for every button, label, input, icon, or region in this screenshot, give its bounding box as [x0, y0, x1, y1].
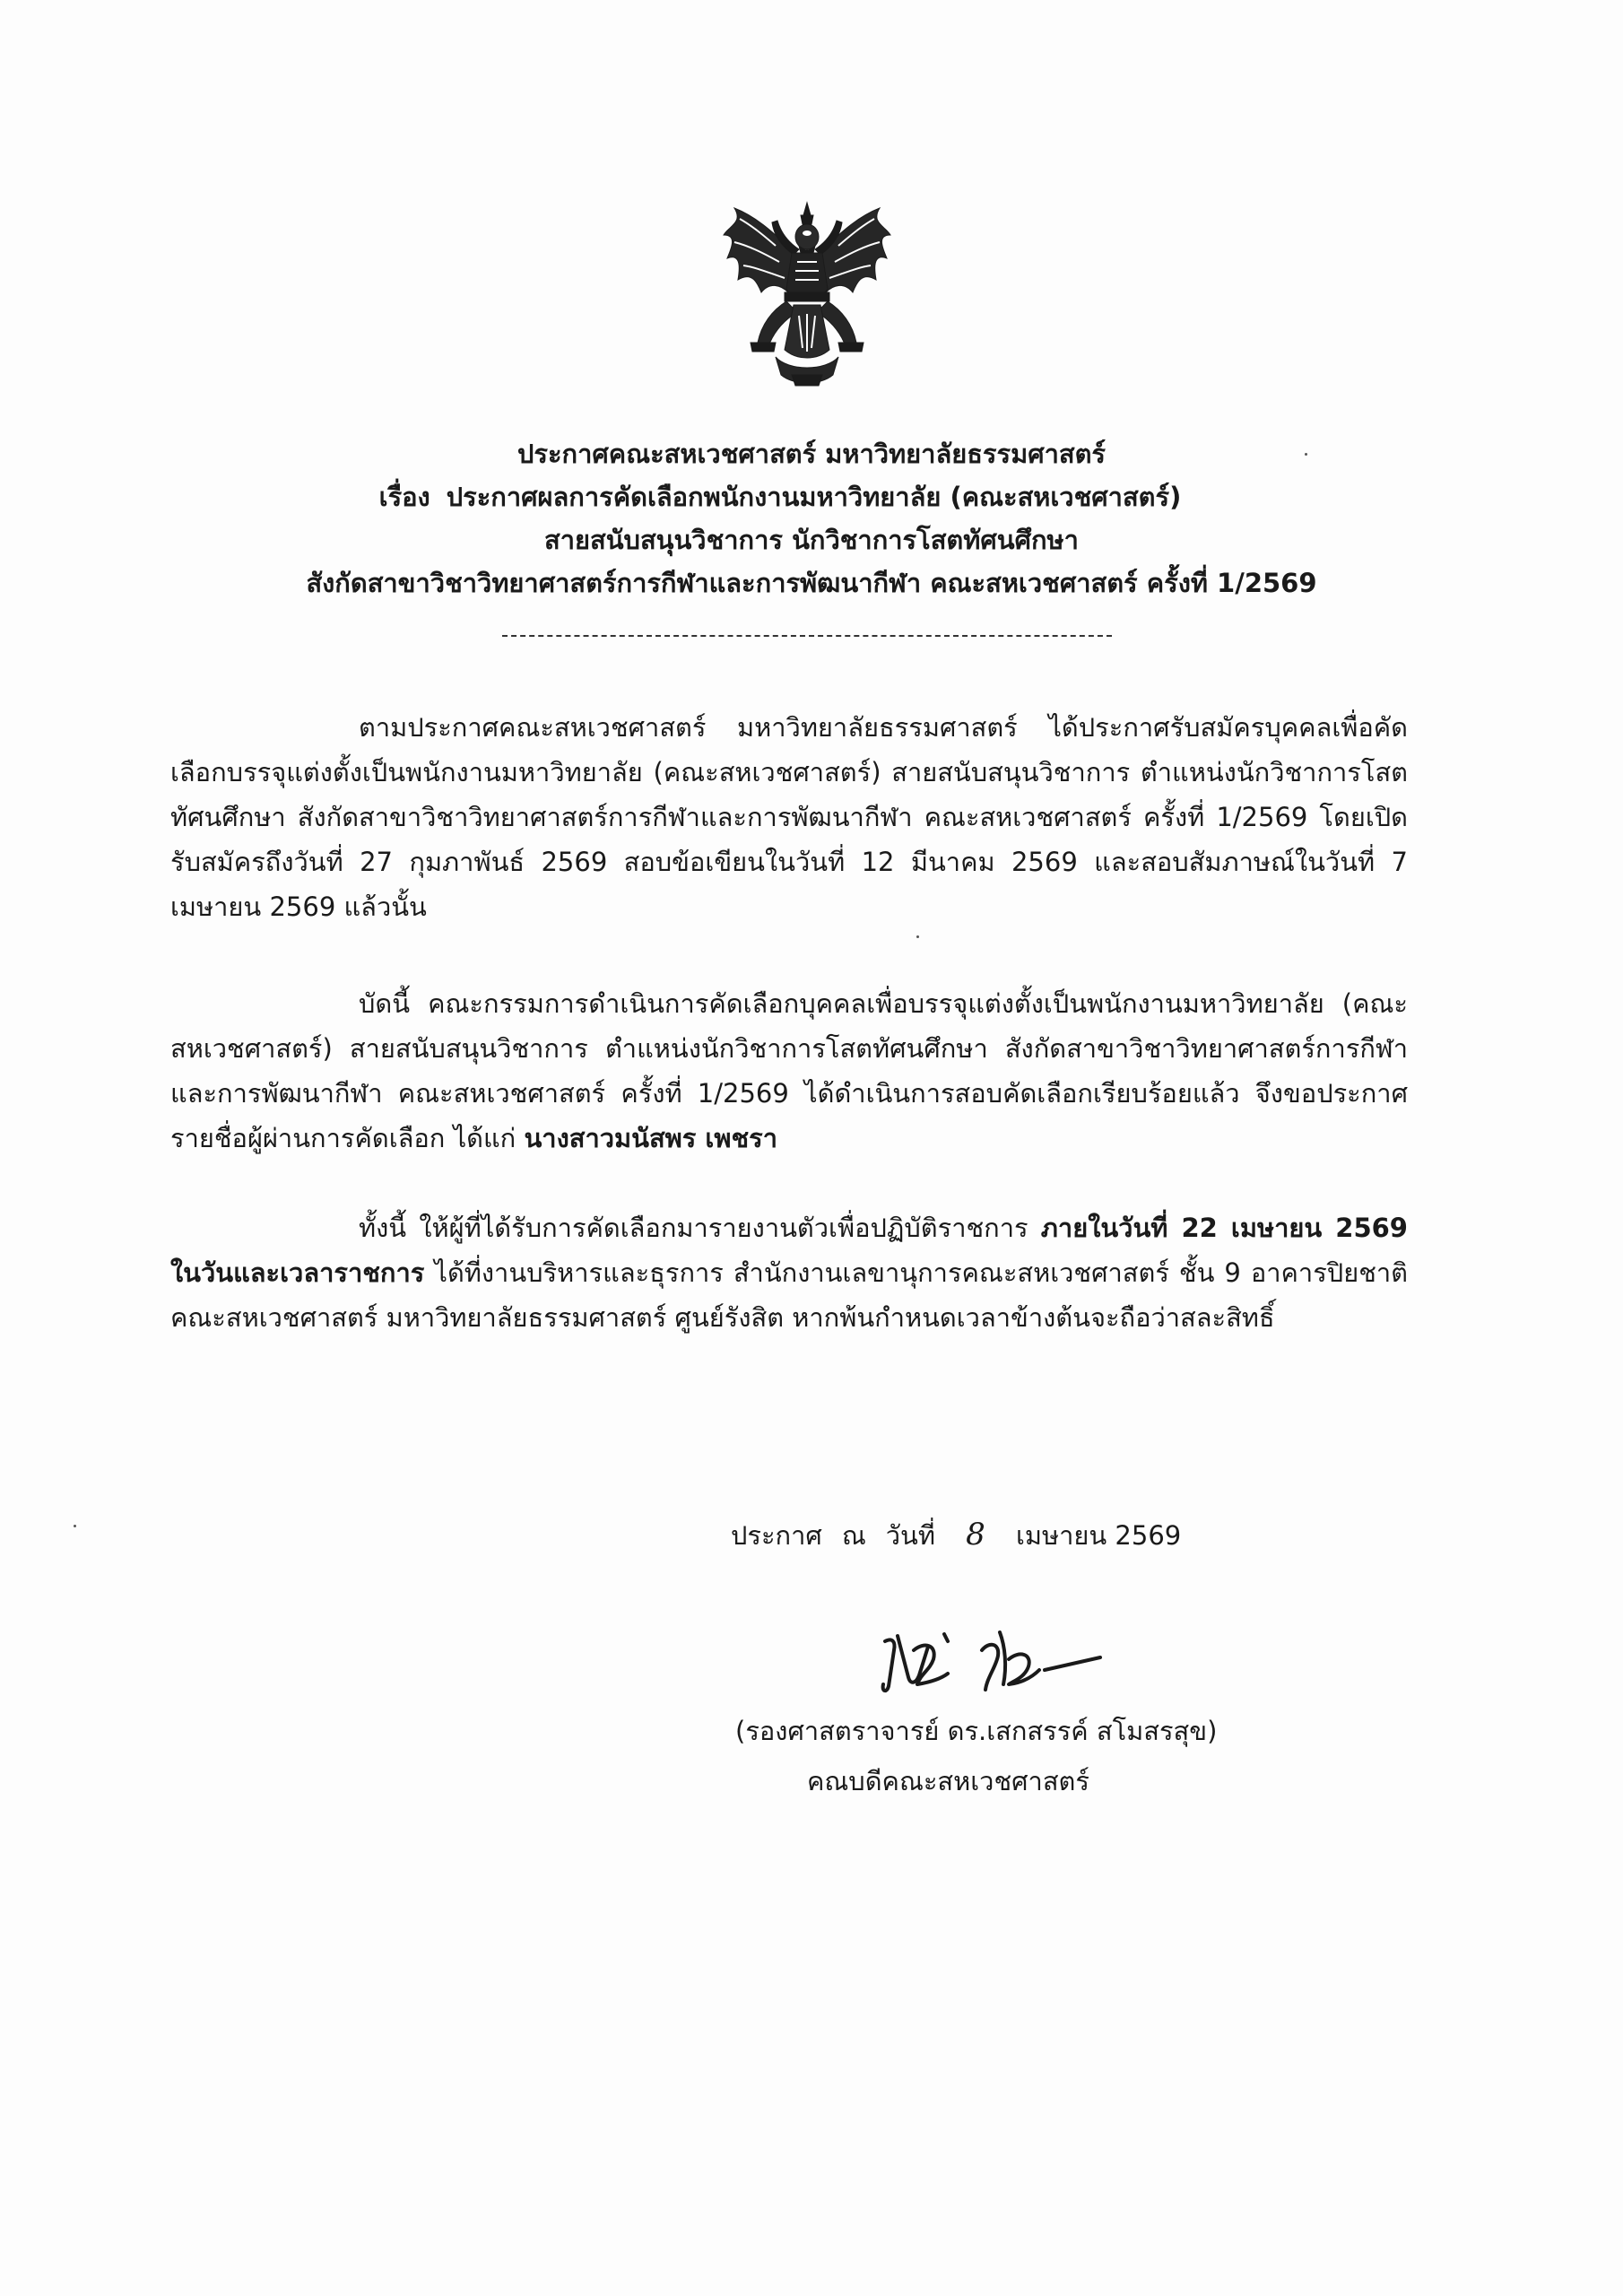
signer-title: คณบดีคณะสหเวชศาสตร์ [807, 1766, 1089, 1796]
paragraph-1-text: ตามประกาศคณะสหเวชศาสตร์ มหาวิทยาลัยธรรมศาสตร์ ได้ประกาศรับสมัครบุคคลเพื่อคัดเลือกบรรจุแต่งตั้งเป็นพนักงานมหาวิทยาลัย (คณะสหเวชศาสตร์) สายสนับสนุนวิชาการ ตำแหน่งนักวิชาการโสตทัศนศึกษา สังกัดสาขาวิชาวิทยาศาสตร์การกีฬาและการพัฒนากีฬา คณะสหเวชศาสตร์ ครั้งที่ 1/2569 โดยเปิดรับสมัครถึงวันที่ 27 กุมภาพันธ์ 2569 สอบข้อเขียนในวันที่ 12 มีนาคม 2569 และสอบสัมภาษณ์ในวันที่ 7 เมษายน 2569 แล้วนั้น [170, 712, 1408, 922]
scan-speck [74, 1525, 76, 1527]
date-day-label: วันที่ [885, 1520, 935, 1551]
selected-candidate-name: นางสาวมนัสพร เพชรา [524, 1123, 778, 1153]
signer-name: (รองศาสตราจารย์ ดร.เสกสรรค์ สโมสรสุข) [735, 1716, 1218, 1746]
date-at: ณ [841, 1520, 866, 1551]
header-department-line: สังกัดสาขาวิชาวิทยาศาสตร์การกีฬาและการพัฒนากีฬา คณะสหเวชศาสตร์ ครั้งที่ 1/2569 [306, 568, 1317, 598]
paragraph-result [170, 981, 1408, 1161]
subject-prefix: เรื่อง [378, 482, 430, 512]
reporting-deadline: ภายในวันที่ 22 เมษายน 2569 ในวันและเวลาราชการ [170, 1213, 1408, 1288]
paragraph-3-end: ได้ที่งานบริหารและธุรการ สำนักงานเลขานุการคณะสหเวชศาสตร์ ชั้น 9 อาคารปิยชาติ คณะสหเวชศาสตร์ มหาวิทยาลัยธรรมศาสตร์ ศูนย์รังสิต หากพ้นกำหนดเวลาข้างต้นจะถือว่าสละสิทธิ์ [170, 1257, 1408, 1333]
paragraph-reporting [170, 1205, 1408, 1340]
handwritten-signature [874, 1614, 1134, 1704]
garuda-emblem [722, 199, 892, 389]
paragraph-2-text: บัดนี้ คณะกรรมการดำเนินการคัดเลือกบุคคลเพื่อบรรจุแต่งตั้งเป็นพนักงานมหาวิทยาลัย (คณะสหเวชศาสตร์) สายสนับสนุนวิชาการ ตำแหน่งนักวิชาการโสตทัศนศึกษา สังกัดสาขาวิชาวิทยาศาสตร์การกีฬาและการพัฒนากีฬา คณะสหเวชศาสตร์ ครั้งที่ 1/2569 ได้ดำเนินการสอบคัดเลือกเรียบร้อยแล้ว จึงขอประกาศรายชื่อผู้ผ่านการคัดเลือก ได้แก่ [170, 988, 1408, 1153]
date-month-year: เมษายน 2569 [1015, 1520, 1182, 1551]
paragraph-background [170, 705, 1408, 929]
date-prefix: ประกาศ [731, 1520, 822, 1551]
date-day-handwritten: 8 [966, 1517, 985, 1552]
announcement-date [731, 1512, 1181, 1558]
scan-speck [1305, 453, 1307, 456]
header-subject-line [0, 475, 1623, 518]
header-position-line: สายสนับสนุนวิชาการ นักวิชาการโสตทัศนศึกษา [544, 525, 1079, 555]
subject-text: ประกาศผลการคัดเลือกพนักงานมหาวิทยาลัย (คณะสหเวชศาสตร์) [446, 482, 1182, 512]
announcement-header [0, 432, 1623, 604]
header-issuer: ประกาศคณะสหเวชศาสตร์ มหาวิทยาลัยธรรมศาสตร์ [516, 439, 1106, 469]
scan-speck [916, 935, 919, 938]
paragraph-3-start: ทั้งนี้ ให้ผู้ที่ได้รับการคัดเลือกมารายงานตัวเพื่อปฏิบัติราชการ [359, 1213, 1028, 1243]
header-divider [502, 635, 1112, 637]
